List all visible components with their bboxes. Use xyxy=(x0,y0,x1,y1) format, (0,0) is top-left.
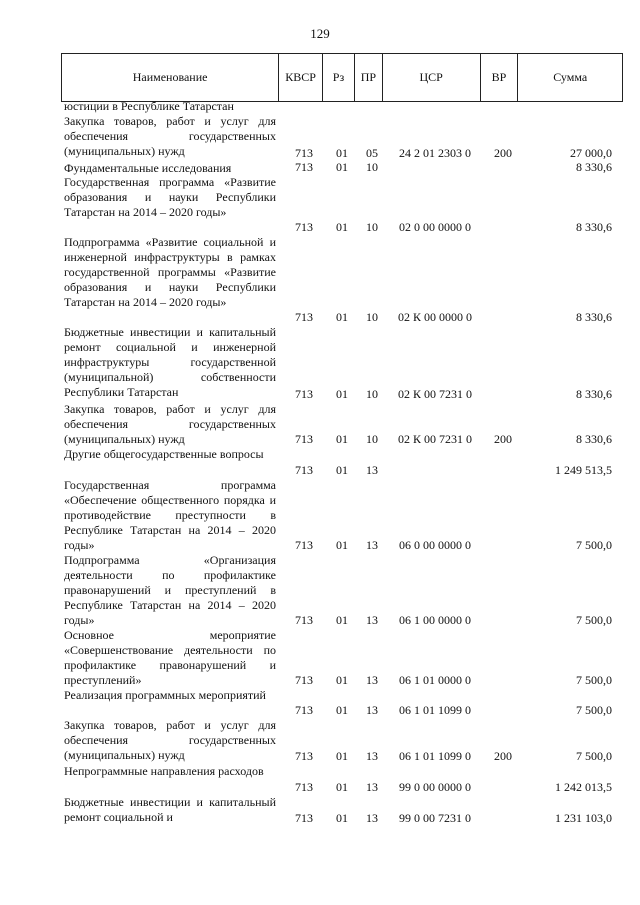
row-csr: 02 К 00 7231 0 xyxy=(397,432,472,446)
table-row xyxy=(0,161,640,175)
row-csr: 02 К 00 7231 0 xyxy=(397,387,472,401)
row-csr: 06 1 00 0000 0 xyxy=(399,613,471,627)
table-row xyxy=(0,325,640,402)
row-name: Закупка товаров, работ и услуг для обеспечения государственных (муниципальных) нужд xyxy=(64,718,276,762)
row-pr: 13 xyxy=(366,811,378,825)
row-sum: 8 330,6 xyxy=(576,160,612,174)
row-kvsr: 713 xyxy=(295,780,313,794)
row-pr: 10 xyxy=(366,432,378,446)
row-kvsr: 713 xyxy=(295,220,313,234)
row-name: Подпрограмма «Организация деятельности по профилактике правонарушений и преступлений в Республике Татарстан на 2014 – 2020 годы» xyxy=(64,553,276,627)
row-rz: 01 xyxy=(336,160,348,174)
row-csr: 99 0 00 7231 0 xyxy=(399,811,471,825)
row-kvsr: 713 xyxy=(295,463,313,477)
row-name: Фундаментальные исследования xyxy=(64,161,232,175)
row-name: Другие общегосударственные вопросы xyxy=(64,447,264,461)
row-sum: 7 500,0 xyxy=(576,613,612,627)
row-rz: 01 xyxy=(336,613,348,627)
header-csr: ЦСР xyxy=(383,54,481,101)
row-vr: 200 xyxy=(494,749,512,763)
header-vr: ВР xyxy=(481,54,519,101)
header-name: Наименование xyxy=(62,54,279,101)
row-name: Бюджетные инвестиции и капитальный ремонт социальной и инженерной инфраструктуры государственной (муниципальной) собственности Республики Татарстан xyxy=(64,325,276,399)
row-rz: 01 xyxy=(336,811,348,825)
row-name: Основное мероприятие «Совершенствование деятельности по профилактике правонарушений и преступлений» xyxy=(64,628,276,687)
row-name: Закупка товаров, работ и услуг для обеспечения государственных (муниципальных) нужд xyxy=(64,402,276,446)
row-kvsr: 713 xyxy=(295,387,313,401)
table-row xyxy=(0,718,640,764)
row-name: Государственная программа «Обеспечение общественного порядка и противодействие преступности в Республике Татарстан на 2014 – 2020 годы» xyxy=(64,478,276,552)
row-vr: 200 xyxy=(494,146,512,160)
row-csr: 02 0 00 0000 0 xyxy=(399,220,471,234)
row-sum: 7 500,0 xyxy=(576,749,612,763)
row-kvsr: 713 xyxy=(295,160,313,174)
row-name: Реализация программных мероприятий xyxy=(64,688,266,702)
row-rz: 01 xyxy=(336,780,348,794)
row-name: Непрограммные направления расходов xyxy=(64,764,264,778)
table-row xyxy=(0,764,640,795)
row-pr: 13 xyxy=(366,703,378,717)
row-rz: 01 xyxy=(336,463,348,477)
table-header xyxy=(61,53,623,102)
header-kvsr: КВСР xyxy=(279,54,323,101)
row-pr: 13 xyxy=(366,673,378,687)
row-pr: 10 xyxy=(366,220,378,234)
row-name: юстиции в Республике Татарстан xyxy=(64,99,234,113)
row-sum: 7 500,0 xyxy=(576,538,612,552)
row-sum: 1 231 103,0 xyxy=(555,811,612,825)
row-pr: 13 xyxy=(366,538,378,552)
row-name: Государственная программа «Развитие образования и науки Республики Татарстан на 2014 – 2020 годы» xyxy=(64,175,276,219)
row-sum: 7 500,0 xyxy=(576,673,612,687)
row-csr: 99 0 00 0000 0 xyxy=(399,780,471,794)
table-row xyxy=(0,628,640,688)
row-pr: 13 xyxy=(366,613,378,627)
row-sum: 7 500,0 xyxy=(576,703,612,717)
row-sum: 1 249 513,5 xyxy=(555,463,612,477)
row-kvsr: 713 xyxy=(295,673,313,687)
header-pr: ПР xyxy=(355,54,383,101)
row-kvsr: 713 xyxy=(295,749,313,763)
row-rz: 01 xyxy=(336,220,348,234)
row-kvsr: 713 xyxy=(295,146,313,160)
row-kvsr: 713 xyxy=(295,310,313,324)
table-row xyxy=(0,688,640,718)
row-name: Закупка товаров, работ и услуг для обеспечения государственных (муниципальных) нужд xyxy=(64,114,276,158)
row-csr: 02 К 00 0000 0 xyxy=(397,310,472,324)
row-kvsr: 713 xyxy=(295,703,313,717)
row-rz: 01 xyxy=(336,310,348,324)
table-row xyxy=(0,114,640,161)
table-row xyxy=(0,795,640,826)
table-row xyxy=(0,235,640,325)
table-row xyxy=(0,447,640,478)
row-rz: 01 xyxy=(336,703,348,717)
row-csr: 06 1 01 1099 0 xyxy=(399,703,471,717)
table-row xyxy=(0,478,640,553)
row-rz: 01 xyxy=(336,673,348,687)
row-sum: 8 330,6 xyxy=(576,220,612,234)
row-rz: 01 xyxy=(336,387,348,401)
row-sum: 8 330,6 xyxy=(576,432,612,446)
table-row xyxy=(0,99,640,114)
row-rz: 01 xyxy=(336,146,348,160)
row-csr: 06 0 00 0000 0 xyxy=(399,538,471,552)
row-rz: 01 xyxy=(336,538,348,552)
row-pr: 10 xyxy=(366,387,378,401)
table-row xyxy=(0,175,640,235)
row-pr: 13 xyxy=(366,749,378,763)
row-rz: 01 xyxy=(336,432,348,446)
page-number: 129 xyxy=(310,26,330,41)
row-sum: 8 330,6 xyxy=(576,310,612,324)
row-kvsr: 713 xyxy=(295,432,313,446)
row-csr: 06 1 01 0000 0 xyxy=(399,673,471,687)
row-pr: 13 xyxy=(366,780,378,794)
row-kvsr: 713 xyxy=(295,538,313,552)
row-kvsr: 713 xyxy=(295,613,313,627)
row-name: Подпрограмма «Развитие социальной и инженерной инфраструктуры в рамках государственной программы «Развитие образования и науки Республики Татарстан на 2014 – 2020 годы» xyxy=(64,235,276,309)
table-row xyxy=(0,553,640,628)
row-rz: 01 xyxy=(336,749,348,763)
row-vr: 200 xyxy=(494,432,512,446)
row-sum: 27 000,0 xyxy=(570,146,612,160)
row-sum: 8 330,6 xyxy=(576,387,612,401)
row-pr: 10 xyxy=(366,310,378,324)
header-sum: Сумма xyxy=(553,70,588,84)
row-name: Бюджетные инвестиции и капитальный ремонт социальной и xyxy=(64,795,276,824)
row-csr: 06 1 01 1099 0 xyxy=(399,749,471,763)
row-sum: 1 242 013,5 xyxy=(555,780,612,794)
row-kvsr: 713 xyxy=(295,811,313,825)
row-pr: 10 xyxy=(366,160,378,174)
table-body xyxy=(0,99,640,826)
row-csr: 24 2 01 2303 0 xyxy=(399,146,471,160)
row-pr: 05 xyxy=(366,146,378,160)
header-rz: Рз xyxy=(323,54,355,101)
table-row xyxy=(0,402,640,447)
row-pr: 13 xyxy=(366,463,378,477)
